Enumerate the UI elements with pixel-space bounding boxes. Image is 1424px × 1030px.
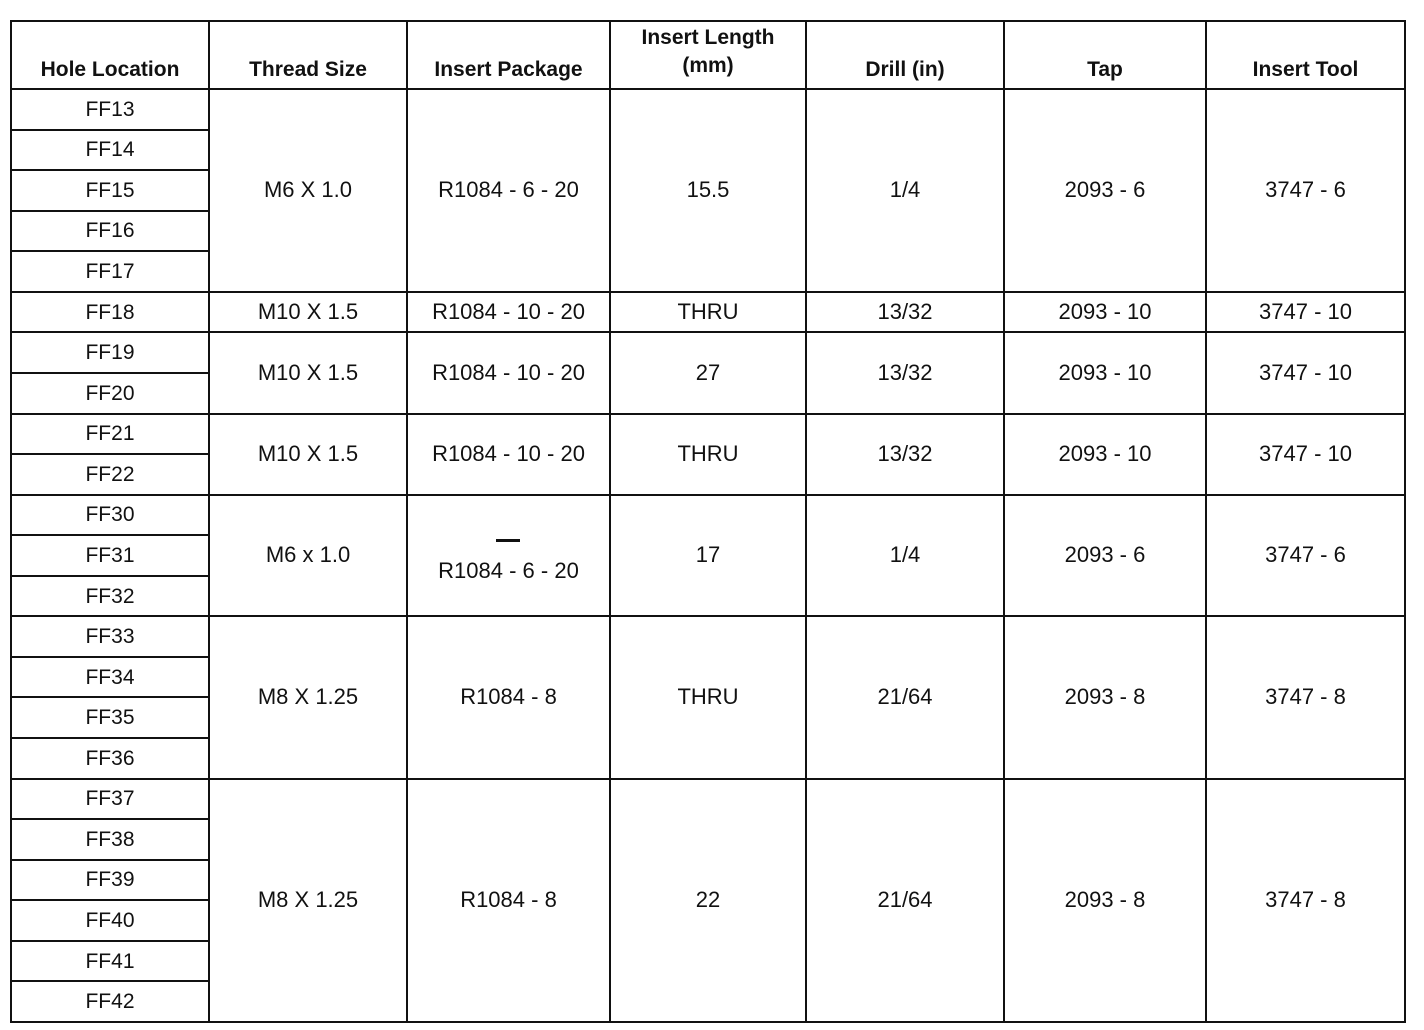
tap-cell: 2093 - 10 xyxy=(1004,292,1206,333)
insert-package-cell: R1084 - 8 xyxy=(407,779,610,1022)
header-insert-length xyxy=(610,21,806,89)
hole-location-cell: FF37 xyxy=(11,779,209,820)
table-row xyxy=(11,414,1405,455)
table-row xyxy=(11,292,1405,333)
insert-package-cell: R1084 - 10 - 20 xyxy=(407,332,610,413)
hole-location-cell: FF17 xyxy=(11,251,209,292)
header-thread-size: Thread Size xyxy=(209,21,407,89)
header-insert-package: Insert Package xyxy=(407,21,610,89)
hole-location-cell: FF34 xyxy=(11,657,209,698)
drill-cell: 13/32 xyxy=(806,332,1004,413)
insert-package-cell xyxy=(407,495,610,617)
header-tap: Tap xyxy=(1004,21,1206,89)
hole-location-cell: FF22 xyxy=(11,454,209,495)
header-insert-length-line2: (mm) xyxy=(682,54,734,77)
hole-location-cell: FF42 xyxy=(11,981,209,1022)
hole-location-cell: FF14 xyxy=(11,130,209,171)
drill-cell: 21/64 xyxy=(806,779,1004,1022)
tap-cell: 2093 - 10 xyxy=(1004,332,1206,413)
drill-cell: 1/4 xyxy=(806,495,1004,617)
insert-tool-cell: 3747 - 10 xyxy=(1206,292,1405,333)
thread-size-cell: M10 X 1.5 xyxy=(209,292,407,333)
insert-length-cell: 27 xyxy=(610,332,806,413)
hole-location-cell: FF31 xyxy=(11,535,209,576)
insert-tool-cell: 3747 - 8 xyxy=(1206,616,1405,778)
insert-package-stack xyxy=(438,529,579,582)
drill-cell: 13/32 xyxy=(806,414,1004,495)
thread-size-cell: M8 X 1.25 xyxy=(209,616,407,778)
drill-cell: 21/64 xyxy=(806,616,1004,778)
insert-tool-cell: 3747 - 8 xyxy=(1206,779,1405,1022)
table-row xyxy=(11,495,1405,536)
tap-cell: 2093 - 8 xyxy=(1004,779,1206,1022)
insert-length-cell: THRU xyxy=(610,414,806,495)
hole-location-cell: FF13 xyxy=(11,89,209,130)
insert-length-cell: 15.5 xyxy=(610,89,806,292)
hole-location-cell: FF38 xyxy=(11,819,209,860)
hole-location-cell: FF18 xyxy=(11,292,209,333)
thread-size-cell: M8 X 1.25 xyxy=(209,779,407,1022)
hole-location-cell: FF21 xyxy=(11,414,209,455)
hole-location-cell: FF39 xyxy=(11,860,209,901)
hole-location-cell: FF15 xyxy=(11,170,209,211)
header-hole-location: Hole Location xyxy=(11,21,209,89)
tap-cell: 2093 - 8 xyxy=(1004,616,1206,778)
hole-location-cell: FF30 xyxy=(11,495,209,536)
table-row xyxy=(11,779,1405,820)
insert-length-cell: 17 xyxy=(610,495,806,617)
table-row xyxy=(11,332,1405,373)
insert-tool-cell: 3747 - 6 xyxy=(1206,495,1405,617)
insert-package-text: R1084 - 6 - 20 xyxy=(438,557,579,583)
thread-size-cell: M10 X 1.5 xyxy=(209,332,407,413)
hole-location-cell: FF19 xyxy=(11,332,209,373)
thread-size-cell: M6 X 1.0 xyxy=(209,89,407,292)
insert-package-cell: R1084 - 10 - 20 xyxy=(407,414,610,495)
drill-cell: 1/4 xyxy=(806,89,1004,292)
tap-cell: 2093 - 10 xyxy=(1004,414,1206,495)
insert-length-cell: 22 xyxy=(610,779,806,1022)
insert-package-cell: R1084 - 10 - 20 xyxy=(407,292,610,333)
insert-tool-cell: 3747 - 10 xyxy=(1206,332,1405,413)
hole-location-cell: FF20 xyxy=(11,373,209,414)
table-row xyxy=(11,89,1405,130)
header-row xyxy=(11,21,1405,89)
insert-tool-cell: 3747 - 10 xyxy=(1206,414,1405,495)
header-insert-length-line1: Insert Length xyxy=(641,26,775,49)
hole-location-cell: FF32 xyxy=(11,576,209,617)
tap-cell: 2093 - 6 xyxy=(1004,89,1206,292)
header-drill: Drill (in) xyxy=(806,21,1004,89)
table-row xyxy=(11,616,1405,657)
hole-location-cell: FF36 xyxy=(11,738,209,779)
hole-location-cell: FF16 xyxy=(11,211,209,252)
insert-tool-cell: 3747 - 6 xyxy=(1206,89,1405,292)
tap-cell: 2093 - 6 xyxy=(1004,495,1206,617)
insert-package-cell: R1084 - 8 xyxy=(407,616,610,778)
hole-location-cell: FF35 xyxy=(11,697,209,738)
insert-package-cell: R1084 - 6 - 20 xyxy=(407,89,610,292)
insert-spec-table xyxy=(10,20,1406,1023)
dash-mark xyxy=(496,539,520,542)
header-insert-tool: Insert Tool xyxy=(1206,21,1405,89)
drill-cell: 13/32 xyxy=(806,292,1004,333)
insert-length-cell: THRU xyxy=(610,616,806,778)
thread-size-cell: M10 X 1.5 xyxy=(209,414,407,495)
thread-size-cell: M6 x 1.0 xyxy=(209,495,407,617)
hole-location-cell: FF41 xyxy=(11,941,209,982)
insert-spec-sheet xyxy=(10,20,1404,1023)
hole-location-cell: FF40 xyxy=(11,900,209,941)
insert-length-cell: THRU xyxy=(610,292,806,333)
hole-location-cell: FF33 xyxy=(11,616,209,657)
